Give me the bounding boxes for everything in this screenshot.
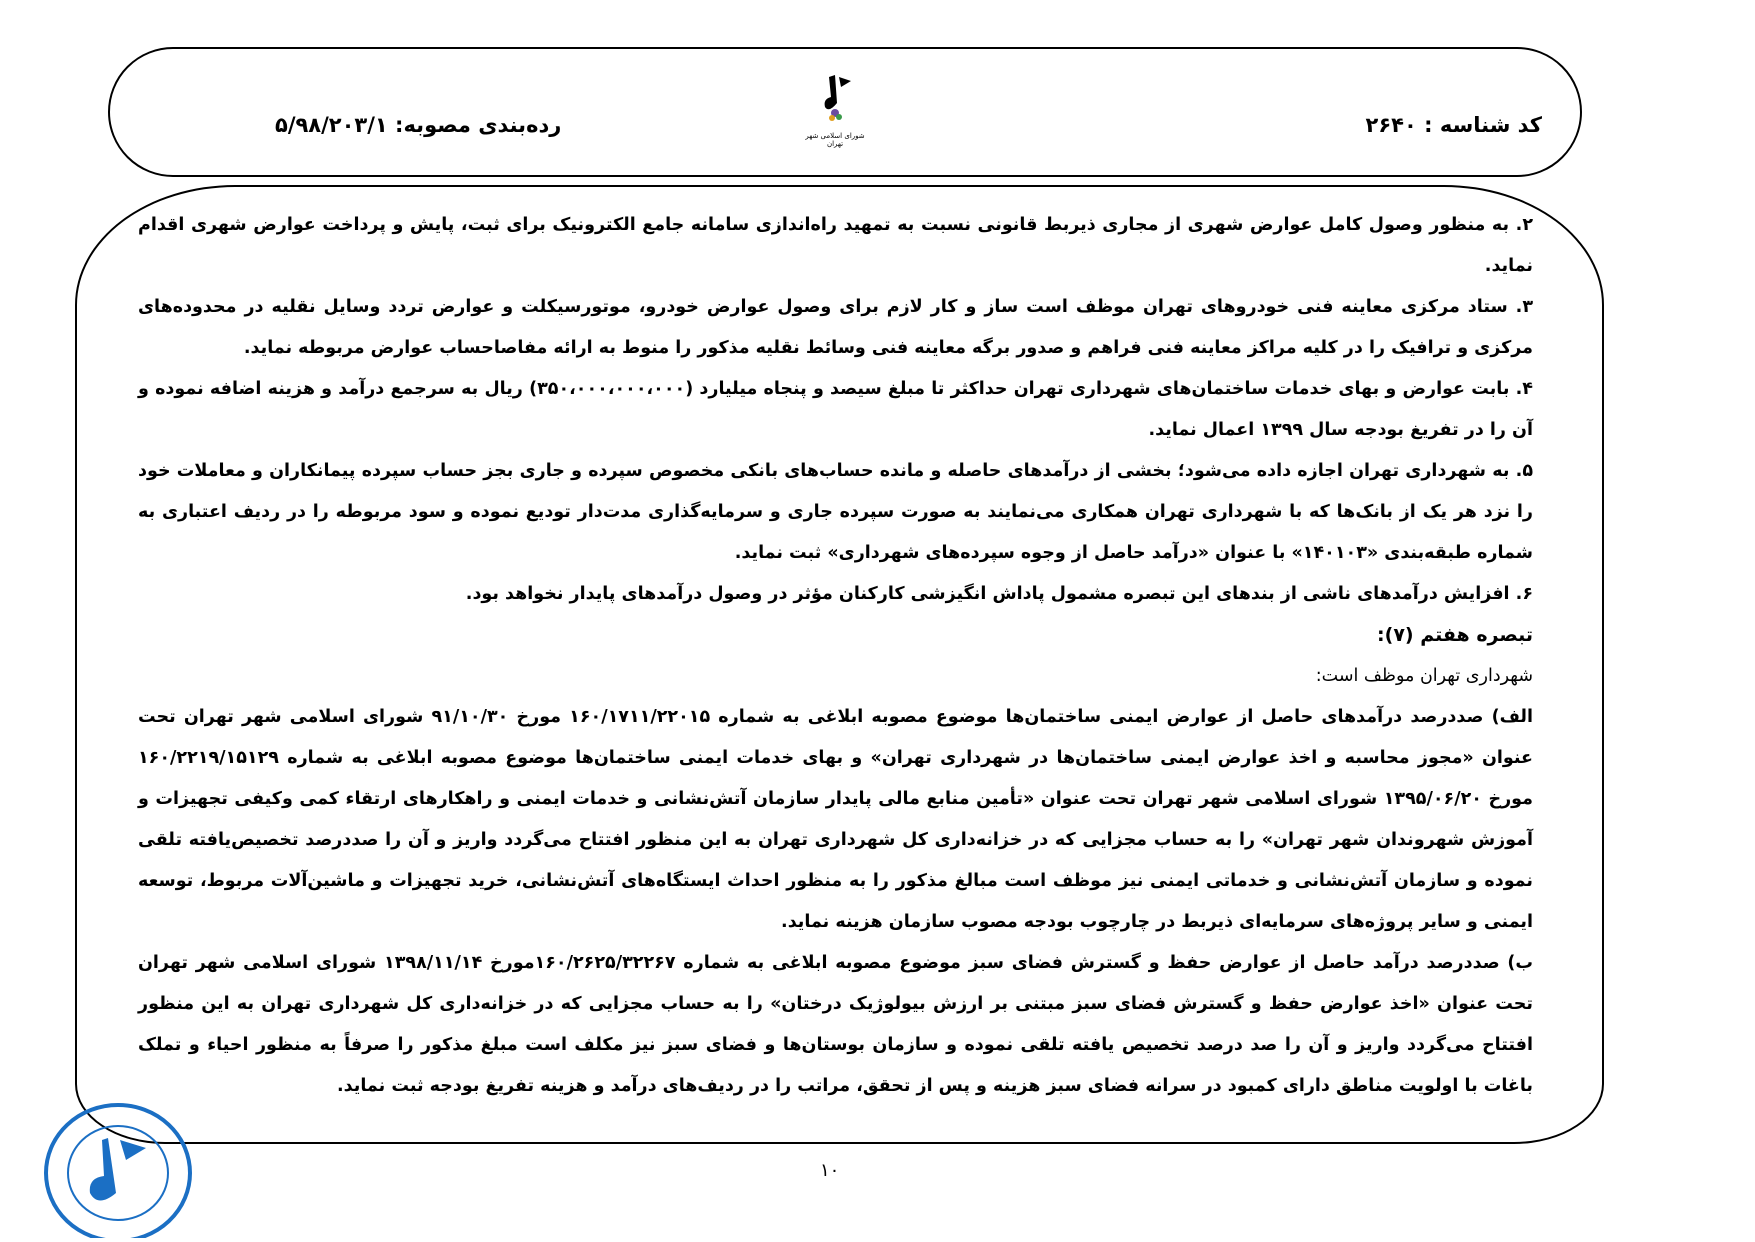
document-header <box>108 47 1582 177</box>
clause-alef <box>138 697 1533 943</box>
item-2: ۲. به منظور وصول کامل عوارض شهری از مجاری ذیربط قانونی نسبت به تمهید راه‌اندازی سامانه جامع الکترونیک برای ثبت، پایش و پرداخت عوارض شهری اقدام نماید. <box>138 215 1533 276</box>
item-3: ۳. ستاد مرکزی معاینه فنی خودروهای تهران موظف است ساز و کار لازم برای وصول عوارض خودرو، موتورسیکلت و عوارض تردد وسایل نقلیه در محدوده‌های مرکزی و ترافیک را در کلیه مراکز معاینه فنی فراهم و صدور برگه معاینه فنی وسائط نقلیه مذکور را منوط به ارائه مفاصاحساب عوارض مربوطه نماید. <box>138 297 1533 358</box>
logo-caption: شورای اسلامی شهر تهران <box>805 132 865 148</box>
item-4: ۴. بابت عوارض و بهای خدمات ساختمان‌های شهرداری تهران حداکثر تا مبلغ سیصد و پنجاه میلیارد (۳۵۰،۰۰۰،۰۰۰،۰۰۰) ریال به سرجمع درآمد و هزینه اضافه نموده و آن را در تفریغ بودجه سال ۱۳۹۹ اعمال نماید. <box>138 379 1533 440</box>
clause-label: ب) <box>1507 953 1533 973</box>
section-heading: تبصره هفتم (۷): <box>1377 624 1533 646</box>
item-5: ۵. به شهرداری تهران اجازه داده می‌شود؛ بخشی از درآمدهای حاصله و مانده حساب‌های بانکی مخصوص سپرده و جاری بجز حساب سپرده پیمانکاران و معاملات خود را نزد هر یک از بانک‌ها که با شهرداری تهران همکاری می‌نمایند به صورت سپرده جاری و سرمایه‌گذاری مدت‌دار تودیع نموده و سود مربوطه را در ردیف اعتباری به شماره طبقه‌بندی «۱۴۰۱۰۳» با عنوان «درآمد حاصل از وجوه سپرده‌های شهرداری» ثبت نماید. <box>138 461 1533 563</box>
classification-code: رده‌بندی مصوبه: ۵/۹۸/۲۰۳/۱ <box>275 113 562 137</box>
council-logo-icon <box>815 73 855 128</box>
stamp-icon <box>38 1098 198 1238</box>
clause-label: الف) <box>1491 707 1534 727</box>
council-stamp <box>38 1098 198 1238</box>
item-6: ۶. افزایش درآمدهای ناشی از بندهای این تبصره مشمول پاداش انگیزشی کارکنان مؤثر در وصول درآمدهای پایدار نخواهد بود. <box>465 584 1533 604</box>
page-number: ۱۰ <box>820 1160 840 1181</box>
id-code: کد شناسه : ۲۶۴۰ <box>1365 113 1542 137</box>
section-intro: شهرداری تهران موظف است: <box>1315 666 1533 686</box>
council-logo <box>800 73 870 153</box>
document-body <box>138 205 1533 1107</box>
clause-text: صددرصد درآمدهای حاصل از عوارض ایمنی ساختمان‌ها موضوع مصوبه ابلاغی به شماره ۱۶۰/۱۷۱۱/۲۲۰۱۵ مورخ ۹۱/۱۰/۳۰ شورای اسلامی شهر تهران تحت عنوان «مجوز محاسبه و اخذ عوارض ایمنی ساختمان‌ها در شهرداری تهران» و بهای خدمات ایمنی ساختمان‌ها موضوع مصوبه ابلاغی به شماره ۱۶۰/۲۲۱۹/۱۵۱۲۹ مورخ ۱۳۹۵/۰۶/۲۰ شورای اسلامی شهر تهران تحت عنوان «تأمین منابع مالی پایدار سازمان آتش‌نشانی و خدمات ایمنی و راهکارهای ارتقاء کمی وکیفی تجهیزات و آموزش شهروندان شهر تهران» را به حساب مجزایی که در خزانه‌داری کل شهرداری تهران به این منظور افتتاح می‌گردد واریز و آن را صددرصد تخصیص‌یافته تلقی نموده و سازمان آتش‌نشانی و خدماتی ایمنی نیز موظف است مبالغ مذکور را به منظور احداث ایستگاه‌های آتش‌نشانی، خرید تجهیزات و ماشین‌آلات مربوط، توسعه ایمنی و سایر پروژه‌های سرمایه‌ای ذیربط در چارچوب بودجه مصوب سازمان هزینه نماید. <box>138 707 1533 932</box>
clause-text: صددرصد درآمد حاصل از عوارض حفظ و گسترش فضای سبز موضوع مصوبه ابلاغی به شماره ۱۶۰/۲۶۲۵/۳۲۲۶۷مورخ ۱۳۹۸/۱۱/۱۴ شورای اسلامی شهر تهران تحت عنوان «اخذ عوارض حفظ و گسترش فضای سبز مبتنی بر ارزش بیولوژیک درختان» را به حساب مجزایی که در خزانه‌داری کل شهرداری تهران به این منظور افتتاح می‌گردد واریز و آن را صد درصد تخصیص یافته تلقی نموده و سازمان بوستان‌ها و فضای سبز نیز مکلف است مبلغ مذکور را صرفاً به منظور احیاء و تملک باغات با اولویت مناطق دارای کمبود در سرانه فضای سبز هزینه و پس از تحقق، مراتب را در ردیف‌های درآمد و هزینه تفریغ بودجه ثبت نماید. <box>138 953 1533 1096</box>
clause-be <box>138 943 1533 1107</box>
